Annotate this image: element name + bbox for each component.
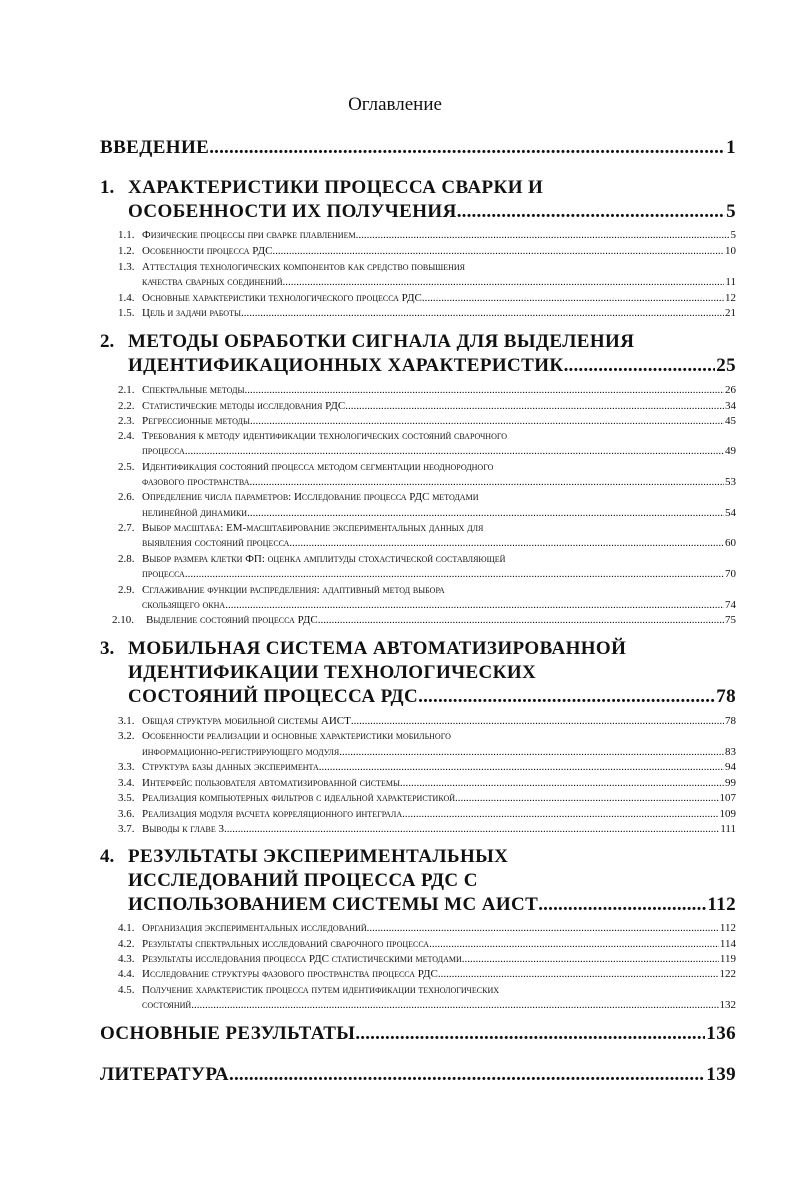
- section-number: 4.4.: [118, 968, 135, 980]
- section-number: 3.6.: [118, 808, 135, 820]
- section-title-cont: процесса: [142, 445, 185, 457]
- toc-entry-section[interactable]: [142, 999, 736, 1011]
- toc-entry-section[interactable]: [118, 922, 736, 934]
- section-title-cont: выявления состояний процесса: [142, 537, 290, 549]
- chapter-title-line: РЕЗУЛЬТАТЫ ЭКСПЕРИМЕНТАЛЬНЫХ: [128, 846, 509, 867]
- toc-entry-literature[interactable]: [100, 1064, 736, 1086]
- chapter-title-line: СОСТОЯНИЙ ПРОЦЕССА РДС: [128, 686, 419, 707]
- leader-dots: [209, 137, 725, 159]
- section-title: Особенности процесса РДС: [142, 245, 273, 257]
- entry-page: 111: [720, 823, 736, 835]
- section-number: 3.3.: [118, 761, 135, 773]
- entry-page: 60: [725, 537, 736, 549]
- leader-dots: [457, 201, 725, 223]
- entry-page: 49: [725, 445, 736, 457]
- section-number: 2.8.: [118, 553, 135, 565]
- section-title-cont: информационно-регистрирующего модуля: [142, 746, 340, 758]
- entry-page: 70: [725, 568, 736, 580]
- leader-dots: [429, 938, 719, 950]
- section-title: Аттестация технологических компонентов как средство повышения: [142, 261, 466, 273]
- section-title: Идентификация состояний процесса методом сегментации неоднородного: [142, 461, 494, 473]
- entry-page: 107: [719, 792, 736, 804]
- section-number: 4.5.: [118, 984, 135, 996]
- section-title: Организация экспериментальных исследований: [142, 922, 367, 934]
- section-number: 3.1.: [118, 715, 135, 727]
- entry-page: 53: [725, 476, 736, 488]
- toc-entry-results[interactable]: [100, 1023, 736, 1045]
- section-title: Выбор размера клетки ФП: оценка амплитуды стохастической составляющей: [142, 553, 506, 565]
- toc-entry-section[interactable]: [112, 614, 736, 626]
- toc-entry-section[interactable]: [118, 792, 736, 804]
- chapter-title-line: ИДЕНТИФИКАЦИИ ТЕХНОЛОГИЧЕСКИХ: [128, 662, 537, 683]
- chapter-title-line: МЕТОДЫ ОБРАБОТКИ СИГНАЛА ДЛЯ ВЫДЕЛЕНИЯ: [128, 331, 635, 352]
- toc-entry-section[interactable]: [118, 968, 736, 980]
- chapter-title-line: МОБИЛЬНАЯ СИСТЕМА АВТОМАТИЗИРОВАННОЙ: [128, 638, 627, 659]
- entry-page: 78: [725, 715, 736, 727]
- section-number: 4.2.: [118, 938, 135, 950]
- section-title: Реализация компьютерных фильтров с идеальной характеристикой: [142, 792, 456, 804]
- toc-entry-section[interactable]: [142, 276, 736, 288]
- leader-dots: [462, 953, 719, 965]
- section-number: 2.10.: [112, 614, 134, 626]
- section-number: 2.7.: [118, 522, 135, 534]
- leader-dots: [339, 746, 724, 758]
- leader-dots: [355, 1023, 705, 1045]
- toc-entry-section[interactable]: [118, 307, 736, 319]
- chapter-title-line: ХАРАКТЕРИСТИКИ ПРОЦЕССА СВАРКИ И: [128, 177, 544, 198]
- entry-label: ОСНОВНЫЕ РЕЗУЛЬТАТЫ: [100, 1023, 356, 1044]
- toc-entry-section-head[interactable]: [118, 430, 507, 442]
- section-title: Особенности реализации и основные характеристики мобильного: [142, 730, 451, 742]
- entry-page: 136: [706, 1023, 736, 1044]
- toc-entry-chapter-4[interactable]: [128, 894, 736, 916]
- chapter-number: 2.: [100, 331, 115, 352]
- leader-dots: [289, 537, 724, 549]
- section-title: Статистические методы исследования РДС: [142, 400, 346, 412]
- leader-dots: [538, 894, 706, 916]
- toc-entry-section[interactable]: [118, 715, 736, 727]
- section-title: Выбор масштаба: EM-масштабирование экспериментальных данных для: [142, 522, 484, 534]
- entry-page: 1: [726, 137, 736, 158]
- toc-entry-section[interactable]: [118, 953, 736, 965]
- leader-dots: [351, 715, 724, 727]
- entry-page: 34: [725, 400, 736, 412]
- section-title: Регрессионные методы: [142, 415, 250, 427]
- entry-page: 112: [707, 894, 736, 915]
- entry-page: 119: [719, 953, 736, 965]
- toc-entry-chapter-1[interactable]: [128, 201, 736, 223]
- section-number: 4.3.: [118, 953, 135, 965]
- entry-page: 132: [719, 999, 736, 1011]
- entry-page: 139: [706, 1064, 736, 1085]
- leader-dots: [272, 245, 724, 257]
- leader-dots: [455, 792, 718, 804]
- section-number: 2.2.: [118, 400, 135, 412]
- section-title-cont: скользящего окна: [142, 599, 226, 611]
- section-title: Цель и задачи работы: [142, 307, 241, 319]
- entry-page: 11: [725, 276, 736, 288]
- section-title: Общая структура мобильной системы АИСТ: [142, 715, 351, 727]
- leader-dots: [191, 999, 718, 1011]
- section-number: 3.4.: [118, 777, 135, 789]
- toc-entry-section[interactable]: [118, 415, 736, 427]
- section-title: Основные характеристики технологического процесса РДС: [142, 292, 422, 304]
- leader-dots: [402, 808, 718, 820]
- section-number: 1.3.: [118, 261, 135, 273]
- leader-dots: [244, 384, 724, 396]
- section-title: Результаты исследования процесса РДС статистическими методами: [142, 953, 462, 965]
- toc-entry-section[interactable]: [142, 476, 736, 488]
- toc-entry-intro[interactable]: [100, 137, 736, 159]
- section-number: 2.9.: [118, 584, 135, 596]
- section-number: 3.2.: [118, 730, 135, 742]
- section-title-cont: нелинейной динамики: [142, 507, 248, 519]
- toc-entry-section-head[interactable]: [118, 730, 451, 742]
- chapter-title-line: ИССЛЕДОВАНИЙ ПРОЦЕССА РДС С: [128, 870, 478, 891]
- chapter-number: 1.: [100, 177, 115, 198]
- section-number: 1.2.: [118, 245, 135, 257]
- toc-entry-section[interactable]: [118, 292, 736, 304]
- toc-entry-section[interactable]: [118, 808, 736, 820]
- leader-dots: [247, 507, 724, 519]
- section-title: Определение числа параметров: Исследование процесса РДС методами: [142, 491, 479, 503]
- chapter-title-line: ИДЕНТИФИКАЦИОННЫХ ХАРАКТЕРИСТИК: [128, 355, 564, 376]
- leader-dots: [438, 968, 719, 980]
- toc-entry-chapter-2[interactable]: [128, 355, 736, 377]
- entry-page: 54: [725, 507, 736, 519]
- entry-page: 74: [725, 599, 736, 611]
- toc-entry-section[interactable]: [142, 568, 736, 580]
- section-title-cont: состояний: [142, 999, 192, 1011]
- leader-dots: [318, 614, 724, 626]
- leader-dots: [564, 355, 716, 377]
- toc-entry-section-head[interactable]: [118, 461, 493, 473]
- toc-entry-section[interactable]: [142, 599, 736, 611]
- section-number: 2.5.: [118, 461, 135, 473]
- toc-entry-section[interactable]: [118, 229, 736, 241]
- toc-entry-section-head[interactable]: [118, 261, 465, 273]
- leader-dots: [282, 276, 724, 288]
- entry-page: 99: [725, 777, 736, 789]
- leader-dots: [358, 229, 729, 241]
- section-title: Результаты спектральных исследований сварочного процесса: [142, 938, 430, 950]
- toc-entry-section-head[interactable]: [118, 984, 499, 996]
- section-title: Получение характеристик процесса путем идентификации технологических: [142, 984, 499, 996]
- section-title: Физические процессы при сварке плавлением.: [142, 229, 359, 241]
- entry-page: 12: [725, 292, 736, 304]
- leader-dots: [185, 568, 724, 580]
- entry-page: 94: [725, 761, 736, 773]
- entry-page: 78: [716, 686, 736, 707]
- section-number: 2.3.: [118, 415, 135, 427]
- toc-entry-section[interactable]: [142, 445, 736, 457]
- entry-page: 5: [726, 201, 736, 222]
- entry-page: 83: [725, 746, 736, 758]
- entry-page: 26: [725, 384, 736, 396]
- section-number: 1.1.: [118, 229, 135, 241]
- section-number: 4.1.: [118, 922, 135, 934]
- toc-entry-section[interactable]: [118, 761, 736, 773]
- leader-dots: [403, 777, 724, 789]
- section-number: 2.4.: [118, 430, 135, 442]
- section-number: 1.5.: [118, 307, 135, 319]
- section-number: 3.7.: [118, 823, 135, 835]
- entry-page: 109: [719, 808, 736, 820]
- section-title: Структура базы данных эксперимента: [142, 761, 319, 773]
- chapter-number: 4.: [100, 846, 115, 867]
- entry-label: ЛИТЕРАТУРА: [100, 1064, 230, 1085]
- toc-entry-section[interactable]: [118, 400, 736, 412]
- toc-entry-section[interactable]: [118, 938, 736, 950]
- leader-dots: [345, 400, 724, 412]
- toc-entry-section[interactable]: [118, 777, 736, 789]
- section-number: 2.6.: [118, 491, 135, 503]
- entry-label: ВВЕДЕНИЕ: [100, 137, 210, 158]
- toc-entry-section[interactable]: [118, 384, 736, 396]
- leader-dots: [367, 922, 719, 934]
- section-title: Выделение состояний процесса РДС: [146, 614, 318, 626]
- section-title: Интерфейс пользователя автоматизированной системы.: [142, 777, 403, 789]
- section-title: Сглаживание функции распределения: адаптивный метод выбора: [142, 584, 445, 596]
- leader-dots: [418, 686, 715, 708]
- leader-dots: [250, 415, 724, 427]
- leader-dots: [422, 292, 724, 304]
- entry-page: 114: [719, 938, 736, 950]
- toc-entry-section[interactable]: [142, 537, 736, 549]
- toc-entry-section[interactable]: [118, 245, 736, 257]
- section-title-cont: фазового пространства: [142, 476, 250, 488]
- section-title-cont: качества сварных соединений: [142, 276, 283, 288]
- chapter-number: 3.: [100, 638, 115, 659]
- section-title: Реализация модуля расчета корреляционного интеграла: [142, 808, 403, 820]
- leader-dots: [185, 445, 724, 457]
- section-title: Требования к методу идентификации технологических состояний сварочного: [142, 430, 508, 442]
- entry-page: 5: [730, 229, 736, 241]
- leader-dots: [319, 761, 724, 773]
- entry-page: 45: [725, 415, 736, 427]
- entry-page: 75: [725, 614, 736, 626]
- entry-page: 112: [719, 922, 736, 934]
- entry-page: 10: [725, 245, 736, 257]
- toc-entry-section-head[interactable]: [118, 491, 478, 503]
- section-number: 2.1.: [118, 384, 135, 396]
- leader-dots: [225, 599, 724, 611]
- entry-page: 122: [719, 968, 736, 980]
- chapter-title-line: ОСОБЕННОСТИ ИХ ПОЛУЧЕНИЯ: [128, 201, 457, 222]
- toc-entry-section[interactable]: [142, 507, 736, 519]
- section-title: Выводы к главе 3: [142, 823, 224, 835]
- toc-entry-section[interactable]: [118, 823, 736, 835]
- leader-dots: [224, 823, 719, 835]
- toc-entry-chapter-3[interactable]: [128, 686, 736, 708]
- entry-page: 21: [725, 307, 736, 319]
- toc-entry-section-head[interactable]: [118, 553, 505, 565]
- entry-page: 25: [716, 355, 736, 376]
- toc-entry-section-head[interactable]: [118, 522, 483, 534]
- section-title: Исследование структуры фазового пространства процесса РДС: [142, 968, 438, 980]
- chapter-title-line: ИСПОЛЬЗОВАНИЕМ СИСТЕМЫ МС АИСТ: [128, 894, 539, 915]
- section-number: 1.4.: [118, 292, 135, 304]
- toc-entry-section-head[interactable]: [118, 584, 445, 596]
- leader-dots: [249, 476, 724, 488]
- section-number: 3.5.: [118, 792, 135, 804]
- toc-entry-section[interactable]: [142, 746, 736, 758]
- section-title: Спектральные методы: [142, 384, 245, 396]
- section-title-cont: процесса: [142, 568, 185, 580]
- toc-title: Оглавление: [348, 94, 442, 115]
- leader-dots: [229, 1064, 705, 1086]
- leader-dots: [241, 307, 724, 319]
